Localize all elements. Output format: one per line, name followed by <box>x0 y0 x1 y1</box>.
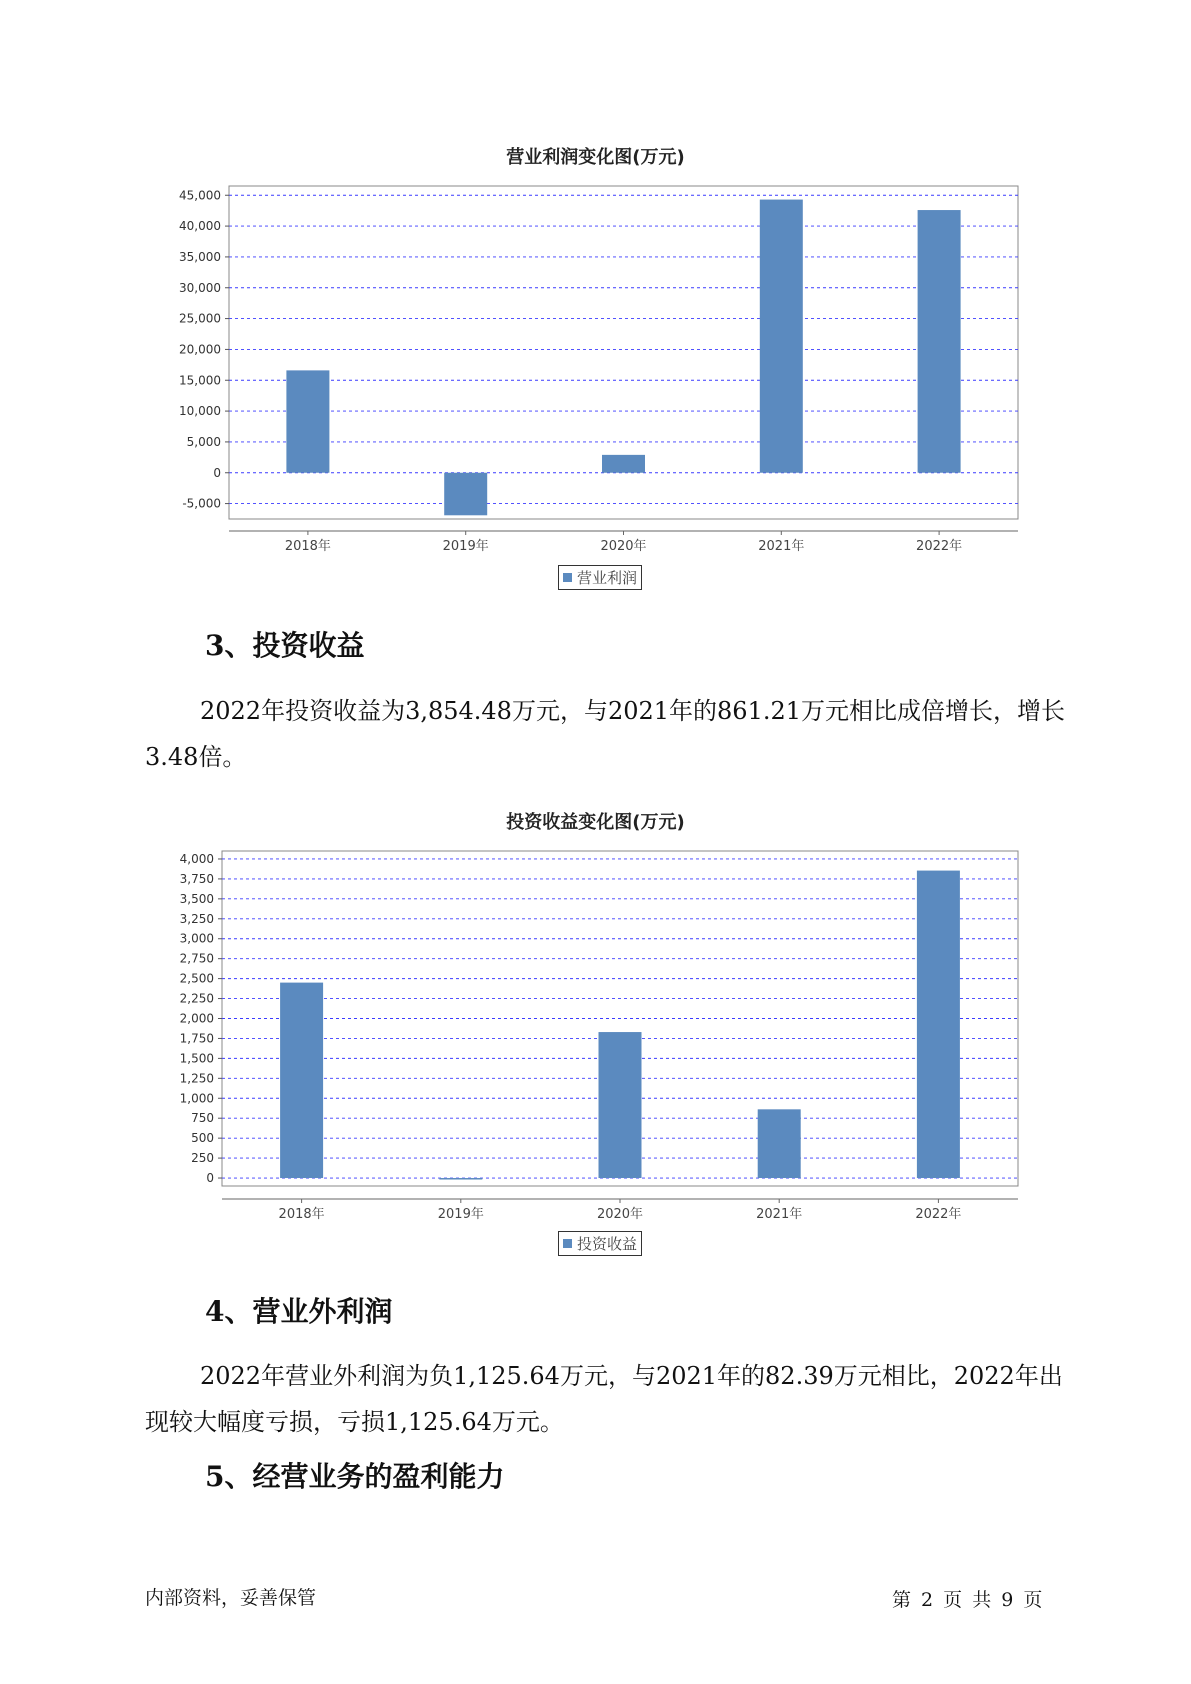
chart2-legend-label: 投资收益 <box>577 1235 638 1253</box>
y-tick-label: 5,000 <box>186 434 221 449</box>
y-tick-label: 0 <box>206 1171 214 1186</box>
x-tick-label: 2018年 <box>284 539 331 554</box>
paragraph-investment-income: 2022年投资收益为3,854.48万元，与2021年的861.21万元相比成倍增长，增长3.48倍。 <box>145 697 1066 771</box>
y-tick-label: 1,250 <box>179 1071 214 1086</box>
y-tick-label: 3,500 <box>179 891 214 906</box>
legend-swatch-icon <box>563 1239 572 1248</box>
paragraph-non-operating-profit: 2022年营业外利润为负1,125.64万元，与2021年的82.39万元相比，2022年出现较大幅度亏损，亏损1,125.64万元。 <box>145 1362 1063 1436</box>
y-tick-label: 40,000 <box>179 219 221 234</box>
section-heading-investment-income: 3、投资收益 <box>205 629 365 662</box>
y-tick-label: 3,250 <box>179 911 214 926</box>
footer-page-number: 第 2 页 共 9 页 <box>892 1589 1043 1611</box>
y-tick-label: 2,500 <box>179 971 214 986</box>
y-tick-label: 20,000 <box>179 342 221 357</box>
y-tick-label: 4,000 <box>179 851 214 866</box>
bar <box>439 1178 482 1180</box>
y-tick-label: 15,000 <box>179 373 221 388</box>
y-tick-label: 10,000 <box>179 404 221 419</box>
x-tick-label: 2021年 <box>756 1207 803 1222</box>
x-tick-label: 2020年 <box>600 539 647 554</box>
footer-confidential-note: 内部资料，妥善保管 <box>145 1587 317 1609</box>
y-tick-label: 250 <box>191 1151 214 1166</box>
chart2-legend <box>558 1231 642 1256</box>
x-tick-label: 2019年 <box>442 539 489 554</box>
y-tick-label: 45,000 <box>179 188 221 203</box>
chart1-legend-label: 营业利润 <box>577 569 638 587</box>
y-tick-label: 1,500 <box>179 1051 214 1066</box>
section-heading-operating-profitability: 5、经营业务的盈利能力 <box>205 1460 505 1493</box>
section-heading-non-operating-profit: 4、营业外利润 <box>205 1295 393 1328</box>
bar <box>599 1032 642 1178</box>
y-tick-label: 30,000 <box>179 280 221 295</box>
y-tick-label: 2,250 <box>179 991 214 1006</box>
x-tick-label: 2022年 <box>915 1207 962 1222</box>
y-tick-label: 3,750 <box>179 871 214 886</box>
y-tick-label: 1,750 <box>179 1031 214 1046</box>
y-tick-label: 35,000 <box>179 249 221 264</box>
y-tick-label: -5,000 <box>182 496 221 511</box>
y-tick-label: 25,000 <box>179 311 221 326</box>
y-tick-label: 1,000 <box>179 1091 214 1106</box>
x-tick-label: 2022年 <box>916 539 963 554</box>
chart2-title: 投资收益变化图(万元) <box>506 812 685 833</box>
y-tick-label: 2,750 <box>179 951 214 966</box>
bar <box>758 1109 801 1178</box>
x-tick-label: 2019年 <box>437 1207 484 1222</box>
y-tick-label: 0 <box>213 465 221 480</box>
bar <box>917 871 960 1178</box>
y-tick-label: 500 <box>191 1131 214 1146</box>
x-tick-label: 2020年 <box>596 1207 644 1222</box>
y-tick-label: 2,000 <box>179 1011 214 1026</box>
bar <box>280 983 323 1178</box>
y-tick-label: 3,000 <box>179 931 214 946</box>
x-tick-label: 2018年 <box>278 1207 325 1222</box>
chart1-title: 营业利润变化图(万元) <box>506 147 685 168</box>
x-tick-label: 2021年 <box>758 539 805 554</box>
y-tick-label: 750 <box>191 1111 214 1126</box>
